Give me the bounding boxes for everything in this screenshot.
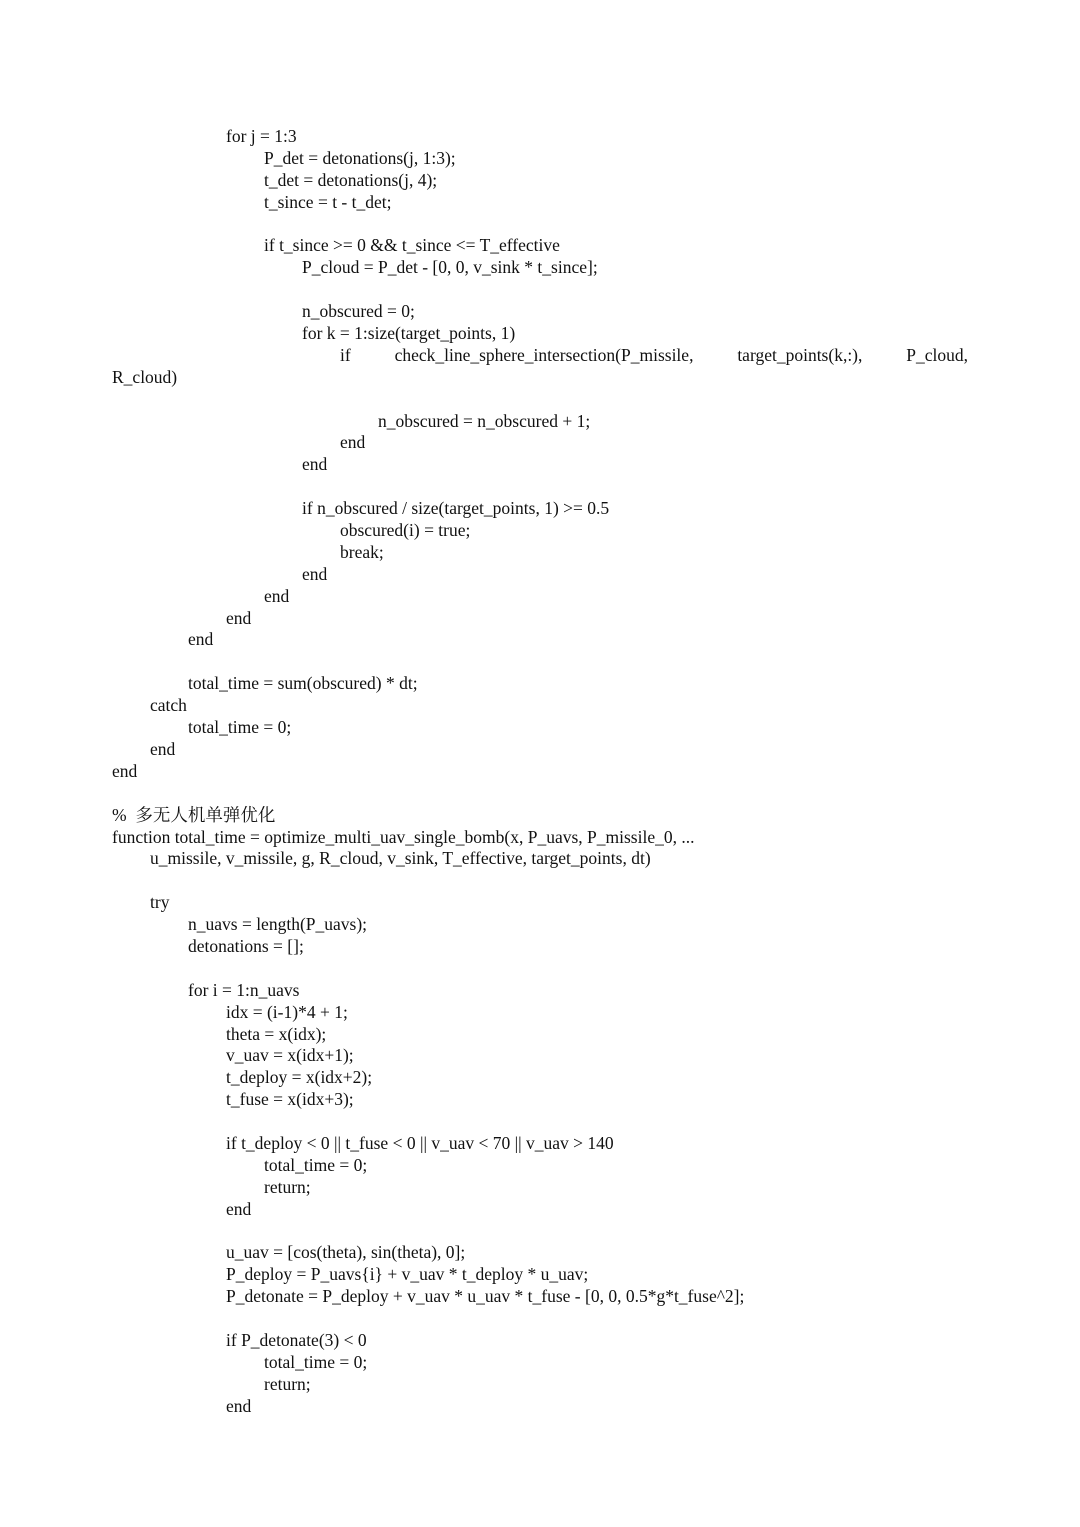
code-line: total_time = 0; — [264, 1154, 368, 1175]
code-line: n_obscured = 0; — [302, 301, 415, 322]
blank-line — [0, 214, 1080, 236]
code-line: n_obscured = n_obscured + 1; — [378, 410, 591, 431]
code-line: return; — [264, 1373, 311, 1394]
code-line: end — [226, 1395, 252, 1416]
blank-line — [0, 651, 1080, 673]
code-line: end — [264, 585, 290, 606]
code-line: detonations = []; — [188, 935, 304, 956]
code-line: t_since = t - t_det; — [264, 191, 392, 212]
code-line: idx = (i-1)*4 + 1; — [226, 1001, 348, 1022]
blank-line — [0, 783, 1080, 805]
code-line: u_uav = [cos(theta), sin(theta), 0]; — [226, 1242, 466, 1263]
code-line: obscured(i) = true; — [340, 520, 471, 541]
code-line: return; — [264, 1176, 311, 1197]
code-comment: % 多无人机单弹优化 — [112, 804, 276, 825]
code-line: end — [150, 738, 176, 759]
code-line: P_det = detonations(j, 1:3); — [264, 147, 456, 168]
code-line: catch — [150, 695, 187, 716]
code-token: check_line_sphere_intersection(P_missile, — [394, 344, 694, 365]
blank-line — [0, 1221, 1080, 1243]
function-signature-continued: u_missile, v_missile, g, R_cloud, v_sink, T_effective, target_points, dt) — [150, 848, 651, 869]
code-line: end — [226, 1198, 252, 1219]
code-line: n_uavs = length(P_uavs); — [188, 914, 368, 935]
code-line: end — [226, 607, 252, 628]
blank-line — [0, 1308, 1080, 1330]
code-line: total_time = 0; — [188, 717, 292, 738]
code-line: if n_obscured / size(target_points, 1) >= 0.5 — [302, 498, 610, 519]
blank-line — [0, 1111, 1080, 1133]
function-signature: function total_time = optimize_multi_uav_single_bomb(x, P_uavs, P_missile_0, ... — [112, 826, 695, 847]
code-line: v_uav = x(idx+1); — [226, 1045, 354, 1066]
code-line: try — [150, 892, 170, 913]
code-line: end — [302, 563, 328, 584]
code-line: P_cloud = P_det - [0, 0, v_sink * t_since]; — [302, 257, 598, 278]
code-line: end — [112, 760, 138, 781]
code-line: for k = 1:size(target_points, 1) — [302, 323, 516, 344]
blank-line — [0, 389, 1080, 411]
code-line: theta = x(idx); — [226, 1023, 327, 1044]
code-line: P_deploy = P_uavs{i} + v_uav * t_deploy * u_uav; — [226, 1264, 589, 1285]
code-token: target_points(k,:), — [737, 344, 863, 365]
blank-line — [0, 958, 1080, 980]
code-line: break; — [340, 541, 384, 562]
code-line: total_time = sum(obscured) * dt; — [188, 673, 418, 694]
code-line: if t_deploy < 0 || t_fuse < 0 || v_uav < 70 || v_uav > 140 — [226, 1132, 614, 1153]
code-line: for j = 1:3 — [226, 126, 297, 146]
blank-line — [0, 279, 1080, 301]
code-line: end — [340, 432, 366, 453]
code-line: t_det = detonations(j, 4); — [264, 169, 438, 190]
code-line: t_fuse = x(idx+3); — [226, 1089, 354, 1110]
blank-line — [0, 870, 1080, 892]
code-line: end — [188, 629, 214, 650]
code-line: t_deploy = x(idx+2); — [226, 1067, 373, 1088]
code-listing — [0, 126, 1080, 1418]
code-line: for i = 1:n_uavs — [188, 979, 300, 1000]
code-line: total_time = 0; — [264, 1351, 368, 1372]
blank-line — [0, 476, 1080, 498]
code-token: P_cloud, — [906, 344, 968, 365]
code-line: R_cloud) — [112, 366, 178, 387]
code-line: P_detonate = P_deploy + v_uav * u_uav * t_fuse - [0, 0, 0.5*g*t_fuse^2]; — [226, 1286, 745, 1307]
code-line-justified — [0, 345, 1080, 367]
code-line: if P_detonate(3) < 0 — [226, 1329, 367, 1350]
code-line: if t_since >= 0 && t_since <= T_effective — [264, 235, 560, 256]
code-token: if — [340, 344, 351, 365]
code-line: end — [302, 454, 328, 475]
